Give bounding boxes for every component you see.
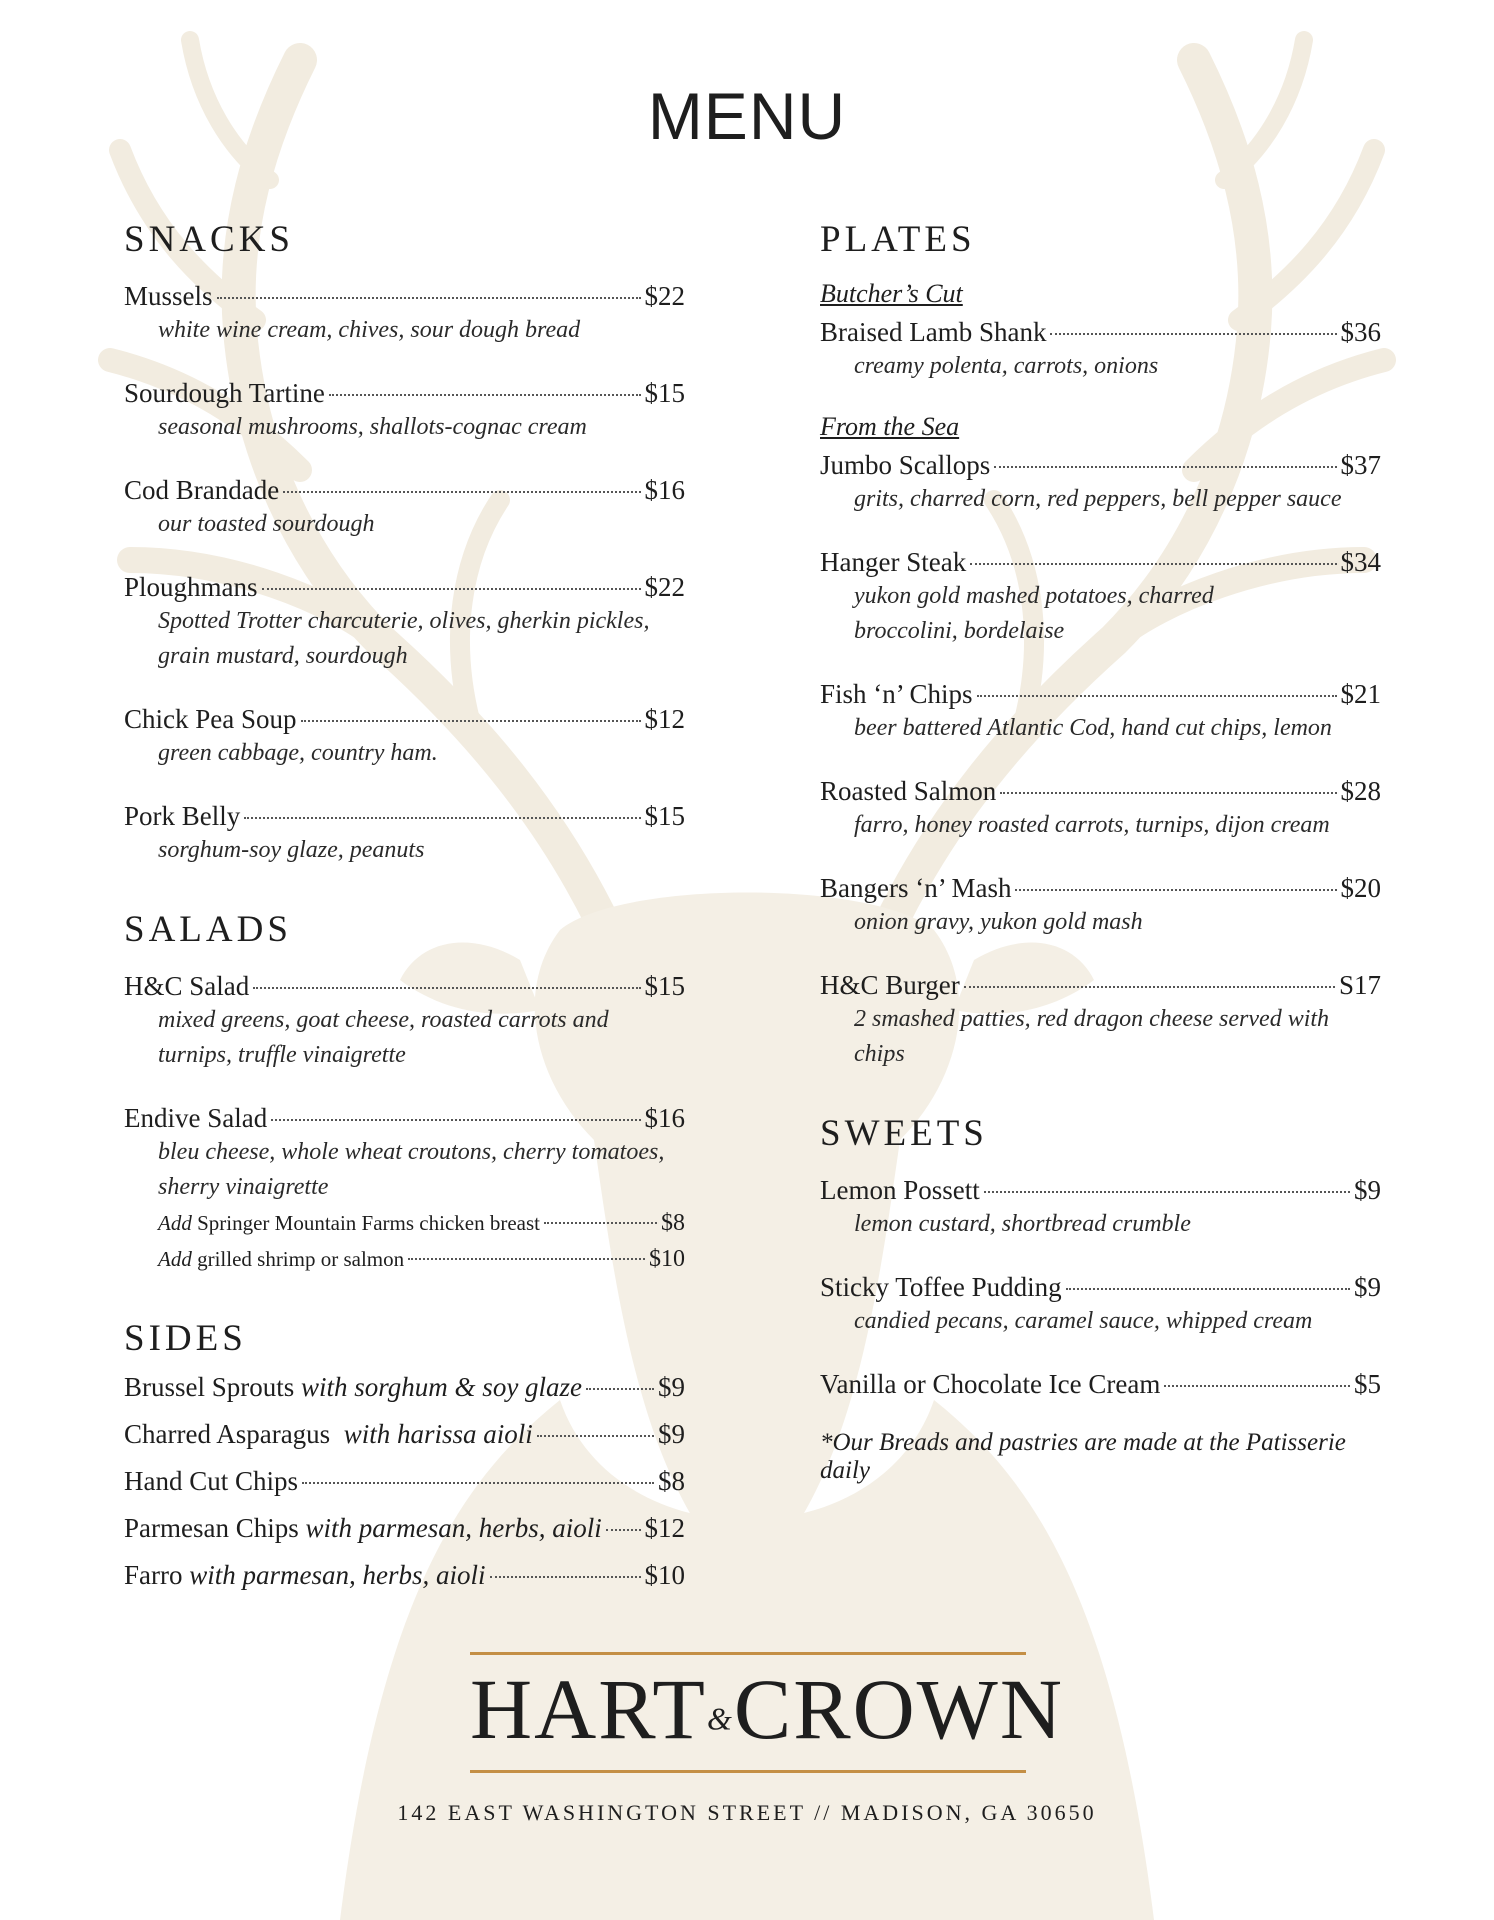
menu-item-lemon-possett <box>820 1173 1381 1242</box>
snacks-heading: SNACKS <box>124 219 294 260</box>
item-name: Jumbo Scallops <box>820 450 991 480</box>
plates-heading: PLATES <box>820 219 976 260</box>
from-the-sea-subheading: From the Sea <box>820 412 960 441</box>
item-description: candied pecans, caramel sauce, whipped cream <box>854 1308 1313 1334</box>
item-description: mixed greens, goat cheese, roasted carrots and <box>158 1007 609 1033</box>
item-with: with sorghum & soy glaze <box>301 1372 583 1402</box>
menu-item-hc-burger <box>820 968 1381 1072</box>
leader-dots <box>262 588 641 590</box>
menu-item-ice-cream <box>820 1367 1381 1401</box>
leader-dots <box>271 1119 640 1121</box>
menu-item-braised-lamb-shank <box>820 315 1381 384</box>
item-description: Spotted Trotter charcuterie, olives, gherkin pickles, <box>158 608 650 634</box>
item-name: Brussel Sprouts <box>124 1372 295 1402</box>
leader-dots <box>244 817 640 819</box>
item-name: Hanger Steak <box>820 547 967 577</box>
leader-dots <box>408 1258 645 1260</box>
side-brussel-sprouts <box>124 1370 685 1404</box>
item-name: Ploughmans <box>124 572 258 602</box>
item-description: onion gravy, yukon gold mash <box>854 909 1143 935</box>
item-description: grain mustard, sourdough <box>158 643 408 669</box>
brand-right: CROWN <box>733 1661 1064 1757</box>
item-price: $9 <box>1354 1175 1381 1205</box>
addon-prefix: Add <box>158 1247 192 1271</box>
logo-rule-top <box>470 1652 1026 1655</box>
item-name: Hand Cut Chips <box>124 1466 299 1496</box>
addon-price: $10 <box>649 1246 685 1272</box>
item-price: $28 <box>1340 776 1381 806</box>
item-name: Parmesan Chips <box>124 1513 299 1543</box>
item-price: $37 <box>1340 450 1381 480</box>
item-description: 2 smashed patties, red dragon cheese served with chips <box>854 1006 1330 1067</box>
item-description: turnips, truffle vinaigrette <box>158 1042 406 1068</box>
salads-heading: SALADS <box>124 909 292 950</box>
butchers-cut-subheading: Butcher’s Cut <box>820 279 963 308</box>
patisserie-note: *Our Breads and pastries are made at the Patisserie daily <box>820 1429 1346 1484</box>
menu-item-hanger-steak <box>820 545 1381 649</box>
item-price: $16 <box>644 1103 685 1133</box>
menu-item-fish-n-chips <box>820 677 1381 746</box>
addon-prefix: Add <box>158 1211 192 1235</box>
item-description: seasonal mushrooms, shallots-cognac cream <box>158 414 587 440</box>
leader-dots <box>253 987 640 989</box>
item-name: Bangers ‘n’ Mash <box>820 873 1012 903</box>
menu-item-bangers-n-mash <box>820 871 1381 940</box>
leader-dots <box>490 1576 641 1578</box>
menu-item-endive-salad <box>124 1101 685 1277</box>
leader-dots <box>970 563 1336 565</box>
leader-dots <box>1000 792 1336 794</box>
leader-dots <box>329 394 641 396</box>
item-name: Cod Brandade <box>124 475 280 505</box>
item-name: Roasted Salmon <box>820 776 997 806</box>
item-description: bleu cheese, whole wheat croutons, cherry tomatoes, <box>158 1139 665 1165</box>
item-name: H&C Salad <box>124 971 250 1001</box>
leader-dots <box>1164 1385 1350 1387</box>
item-name: Farro <box>124 1560 183 1590</box>
item-price: $9 <box>658 1372 685 1402</box>
item-price: $21 <box>1340 679 1381 709</box>
brand-ampersand: & <box>706 1700 734 1737</box>
leader-dots <box>302 1482 654 1484</box>
item-name: Sticky Toffee Pudding <box>820 1272 1062 1302</box>
addon-shrimp-salmon <box>124 1241 685 1277</box>
item-price: S17 <box>1338 970 1381 1000</box>
right-column <box>820 218 1381 1485</box>
item-description: broccolini, bordelaise <box>854 618 1065 644</box>
leader-dots <box>1050 333 1336 335</box>
logo-rule-bottom <box>470 1770 1026 1773</box>
menu-item-roasted-salmon <box>820 774 1381 843</box>
menu-item-ploughmans <box>124 570 685 674</box>
item-price: $12 <box>644 1513 685 1543</box>
leader-dots <box>217 297 641 299</box>
item-price: $15 <box>644 971 685 1001</box>
item-description: farro, honey roasted carrots, turnips, dijon cream <box>854 812 1330 838</box>
menu-item-mussels <box>124 279 685 348</box>
item-description: lemon custard, shortbread crumble <box>854 1211 1191 1237</box>
addon-text: grilled shrimp or salmon <box>197 1247 405 1271</box>
item-description: yukon gold mashed potatoes, charred <box>854 583 1214 609</box>
menu-title: MENU <box>647 79 847 153</box>
leader-dots <box>586 1388 654 1390</box>
item-with: with parmesan, herbs, aioli <box>305 1513 602 1543</box>
menu-item-hc-salad <box>124 969 685 1073</box>
menu-item-sourdough-tartine <box>124 376 685 445</box>
side-charred-asparagus <box>124 1417 685 1451</box>
item-name: Pork Belly <box>124 801 241 831</box>
item-description: our toasted sourdough <box>158 511 375 537</box>
item-with: with harissa aioli <box>343 1419 533 1449</box>
item-description: beer battered Atlantic Cod, hand cut chips, lemon <box>854 715 1332 741</box>
side-parmesan-chips <box>124 1511 685 1545</box>
item-description: grits, charred corn, red peppers, bell pepper sauce <box>854 486 1342 512</box>
item-with: with parmesan, herbs, aioli <box>189 1560 486 1590</box>
item-description: sorghum-soy glaze, peanuts <box>158 837 425 863</box>
item-name: Vanilla or Chocolate Ice Cream <box>820 1369 1161 1399</box>
leader-dots <box>994 466 1336 468</box>
leader-dots <box>977 695 1337 697</box>
menu-item-pork-belly <box>124 799 685 868</box>
item-price: $20 <box>1340 873 1381 903</box>
side-hand-cut-chips <box>124 1464 685 1498</box>
item-name: Chick Pea Soup <box>124 704 297 734</box>
item-price: $9 <box>658 1419 685 1449</box>
brand-left: HART <box>470 1661 707 1757</box>
leader-dots <box>964 986 1335 988</box>
leader-dots <box>301 720 641 722</box>
menu-item-chick-pea-soup <box>124 702 685 771</box>
item-price: $15 <box>644 801 685 831</box>
sides-heading: SIDES <box>124 1318 247 1359</box>
item-name: Braised Lamb Shank <box>820 317 1047 347</box>
item-price: $8 <box>658 1466 685 1496</box>
item-name: Endive Salad <box>124 1103 268 1133</box>
leader-dots <box>537 1435 654 1437</box>
item-price: $22 <box>644 281 685 311</box>
item-description: sherry vinaigrette <box>158 1174 329 1200</box>
item-description: white wine cream, chives, sour dough bread <box>158 317 581 343</box>
item-price: $16 <box>644 475 685 505</box>
menu-item-jumbo-scallops <box>820 448 1381 517</box>
addon-chicken <box>124 1205 685 1241</box>
item-price: $5 <box>1354 1369 1381 1399</box>
sweets-heading: SWEETS <box>820 1113 988 1154</box>
item-name: Sourdough Tartine <box>124 378 325 408</box>
left-column <box>124 218 685 1605</box>
item-price: $12 <box>644 704 685 734</box>
leader-dots <box>544 1222 657 1224</box>
item-name: Fish ‘n’ Chips <box>820 679 973 709</box>
leader-dots <box>984 1191 1350 1193</box>
menu-item-sticky-toffee-pudding <box>820 1270 1381 1339</box>
item-description: creamy polenta, carrots, onions <box>854 353 1159 379</box>
leader-dots <box>283 491 640 493</box>
item-price: $22 <box>644 572 685 602</box>
item-price: $34 <box>1340 547 1381 577</box>
item-price: $9 <box>1354 1272 1381 1302</box>
item-name: Lemon Possett <box>820 1175 980 1205</box>
item-price: $10 <box>644 1560 685 1590</box>
leader-dots <box>1066 1288 1350 1290</box>
leader-dots <box>1015 889 1336 891</box>
item-description: green cabbage, country ham. <box>158 740 438 766</box>
side-farro <box>124 1558 685 1592</box>
brand-wordmark <box>470 1661 1064 1762</box>
item-price: $15 <box>644 378 685 408</box>
item-name: H&C Burger <box>820 970 960 1000</box>
leader-dots <box>606 1529 641 1531</box>
item-name: Mussels <box>124 281 213 311</box>
hart-crown-logo <box>470 1652 1064 1773</box>
restaurant-address: 142 EAST WASHINGTON STREET // MADISON, GA 30650 <box>397 1800 1097 1825</box>
addon-text: Springer Mountain Farms chicken breast <box>197 1211 540 1235</box>
menu-item-cod-brandade <box>124 473 685 542</box>
item-name: Charred Asparagus <box>124 1419 331 1449</box>
addon-price: $8 <box>661 1210 685 1236</box>
item-price: $36 <box>1340 317 1381 347</box>
